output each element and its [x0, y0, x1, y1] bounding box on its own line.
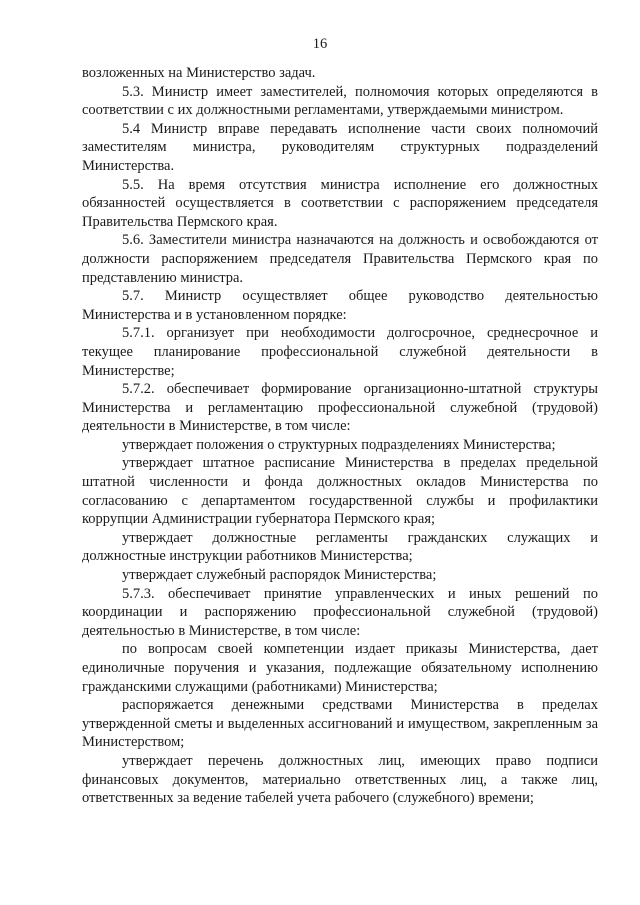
paragraph-funds: распоряжается денежными средствами Министерства в пределах утвержденной сметы и выделенных ассигнований и имуществом, закрепленным за Министерством;: [82, 697, 598, 751]
paragraph-orders: по вопросам своей компетенции издает приказы Министерства, дает единоличные поручения и указания, подлежащие обязательному исполнению гражданскими служащими (работниками) Министерства;: [82, 641, 598, 695]
paragraph-job-regulations: утверждает должностные регламенты гражданских служащих и должностные инструкции работников Министерства;: [82, 529, 598, 565]
paragraph-signatories: утверждает перечень должностных лиц, имеющих право подписи финансовых документов, материально ответственных лиц, а также лиц, ответственных за ведение табелей учета рабочего (служебного) времени;: [82, 752, 598, 807]
document-body: [82, 64, 598, 808]
paragraph-5-7-2: 5.7.2. обеспечивает формирование организационно-штатной структуры Министерства и регламентацию профессиональной служебной (трудовой) деятельности в Министерстве, в том числе:: [82, 381, 598, 435]
paragraph-5-5: 5.5. На время отсутствия министра исполнение его должностных обязанностей осуществляется в соответствии с распоряжением председателя Правительства Пермского края.: [82, 176, 598, 230]
paragraph-5-7-1: 5.7.1. организует при необходимости долгосрочное, среднесрочное и текущее планирование профессиональной служебной деятельности в Министерстве;: [82, 325, 598, 379]
paragraph-structural-units: утверждает положения о структурных подразделениях Министерства;: [122, 436, 556, 453]
paragraph-5-7-3: 5.7.3. обеспечивает принятие управленческих и иных решений по координации и распоряжению профессиональной служебной (трудовой) деятельностью в Министерстве, в том числе:: [82, 585, 598, 639]
page-number: 16: [312, 36, 328, 52]
paragraph-5-4: 5.4 Министр вправе передавать исполнение части своих полномочий заместителям министра, руководителям структурных подразделений Министерства.: [82, 120, 598, 174]
paragraph-continuation: возложенных на Министерство задач.: [82, 65, 316, 81]
paragraph-service-routine: утверждает служебный распорядок Министерства;: [122, 567, 437, 584]
paragraph-5-7: 5.7. Министр осуществляет общее руководство деятельностью Министерства и в установленном порядке:: [82, 288, 598, 323]
paragraph-5-3: 5.3. Министр имеет заместителей, полномочия которых определяются в соответствии с их должностными регламентами, утверждаемыми министром.: [82, 83, 598, 119]
paragraph-staff-schedule: утверждает штатное расписание Министерства в пределах предельной штатной численности и фонда должностных окладов Министерства по согласованию с департаментом государственной службы и профилактики коррупции Администрации губернатора Пермского края;: [82, 455, 598, 528]
paragraph-5-6: 5.6. Заместители министра назначаются на должность и освобождаются от должности распоряжением председателя Правительства Пермского края по представлению министра.: [82, 232, 598, 286]
